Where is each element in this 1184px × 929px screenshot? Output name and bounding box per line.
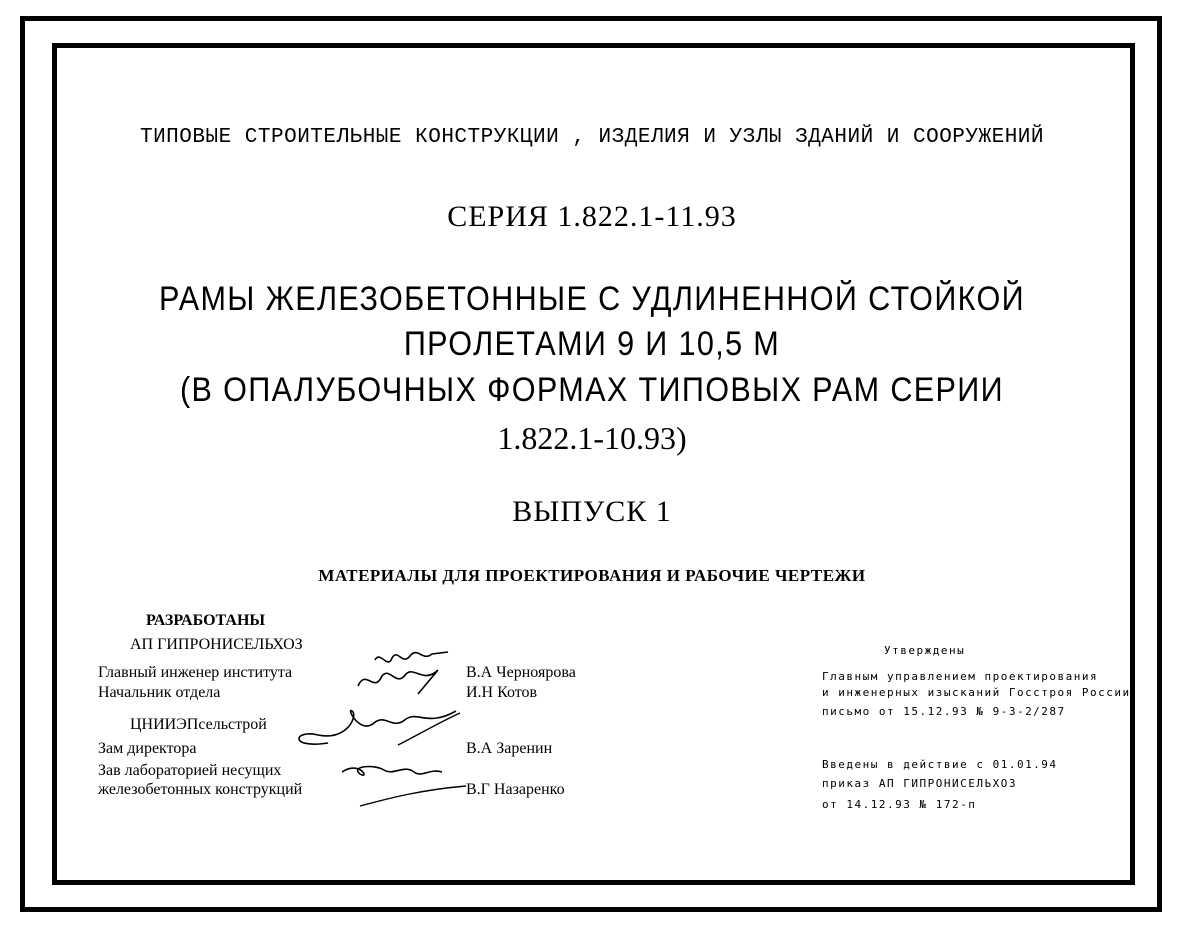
approval-line-2: и инженерных изысканий Госстроя России [822,686,1131,699]
title-line-3: (В ОПАЛУБОЧНЫХ ФОРМАХ ТИПОВЫХ РАМ СЕРИИ [179,371,1005,409]
developer-org-2: ЦНИИЭПсельстрой [130,716,267,733]
name-chief-engineer: В.А Черноярова [466,664,576,681]
title-line-4: 1.822.1-10.93) [497,420,687,456]
title-line-2: ПРОЛЕТАМИ 9 И 10,5 М [403,325,781,363]
materials-subtitle: МАТЕРИАЛЫ ДЛЯ ПРОЕКТИРОВАНИЯ И РАБОЧИЕ ЧЕРТЕЖИ [318,566,866,585]
approval-line-1: Главным управлением проектирования [822,670,1099,683]
approval-line-3: письмо от 15.12.93 № 9-3-2/287 [822,705,1066,718]
enactment-line-2: приказ АП ГИПРОНИСЕЛЬХОЗ [822,777,1017,790]
issue-number: ВЫПУСК 1 [512,495,672,528]
developer-org-1: АП ГИПРОНИСЕЛЬХОЗ [130,636,303,653]
signature-chief-engineer [340,648,460,708]
name-department-head: И.Н Котов [466,684,538,701]
enactment-line-1: Введены в действие с 01.01.94 [822,758,1058,771]
header: ТИПОВЫЕ СТРОИТЕЛЬНЫЕ КОНСТРУКЦИИ , ИЗДЕЛИЯ И УЗЛЫ ЗДАНИЙ И СООРУЖЕНИЙ [139,126,1045,149]
name-lab-head: В.Г Назаренко [466,781,565,798]
signature-deputy-director [288,705,468,760]
role-department-head: Начальник отдела [98,684,221,701]
signature-lab-head [330,758,470,813]
developers-heading: РАЗРАБОТАНЫ [146,612,266,629]
role-chief-engineer: Главный инженер института [98,664,293,681]
role-deputy-director: Зам директора [98,740,197,757]
title-line-1: РАМЫ ЖЕЛЕЗОБЕТОННЫЕ С УДЛИНЕННОЙ СТОЙКОЙ [158,280,1026,318]
approval-heading: Утверждены [884,644,966,657]
role-lab-head-line-2: железобетонных конструкций [98,781,303,798]
name-deputy-director: В.А Заренин [466,740,553,757]
role-lab-head-line-1: Зав лабораторией несущих [98,762,282,779]
enactment-line-3: от 14.12.93 № 172-п [822,798,977,811]
series-number: СЕРИЯ 1.822.1-11.93 [447,200,737,233]
